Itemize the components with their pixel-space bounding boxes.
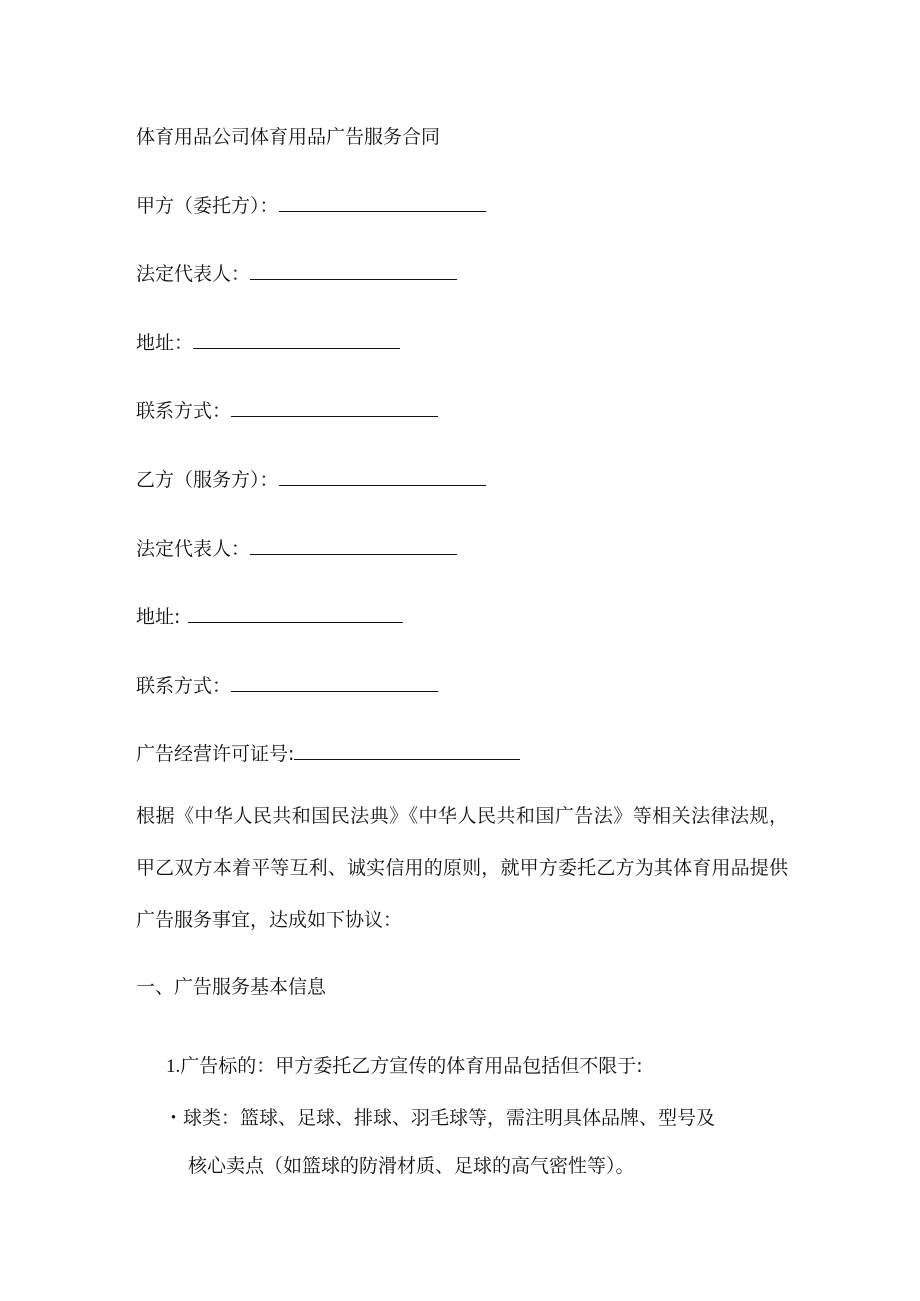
party-a-rep-blank [250,262,457,280]
party-b-name-label: 乙方（服务方）： [136,469,279,491]
party-a-contact-label: 联系方式： [136,400,232,422]
document-title: 体育用品公司体育用品广告服务合同 [136,126,441,148]
bullet-1-marker: ・ [164,1107,184,1129]
party-a-contact-field [136,398,438,424]
intro-paragraph: 根据《中华人民共和国民法典》《中华人民共和国广告法》等相关法律法规，甲乙双方本着平等互利、诚实信用的原则，就甲方委托乙方为其体育用品提供广告服务事宜，达成如下协议： [136,805,788,931]
party-b-contact-label: 联系方式： [136,675,232,697]
party-b-address-label: 地址: [136,606,181,628]
party-a-name-field [136,193,486,219]
party-a-name-label: 甲方（委托方）： [136,195,279,217]
item-1 [166,1053,643,1080]
party-b-address-blank [188,605,403,623]
party-b-name-blank [279,468,486,486]
bullet-1-text-line-1: 球类：篮球、足球、排球、羽毛球等，需注明具体品牌、型号及 [183,1107,716,1129]
party-b-contact-blank [231,674,438,692]
section-1-heading: 一、广告服务基本信息 [136,976,327,998]
party-b-rep-label: 法定代表人： [136,538,251,560]
license-field [136,741,520,767]
party-a-address-label: 地址： [136,332,194,354]
party-a-contact-blank [231,399,438,417]
party-a-address-blank [193,331,400,349]
license-label: 广告经营许可证号: [136,743,295,765]
bullet-1-line-2: 核心卖点（如篮球的防滑材质、足球的高气密性等）。 [188,1155,635,1177]
party-a-address-field [136,330,400,356]
party-b-rep-blank [250,537,457,555]
party-a-rep-field [136,261,457,287]
bullet-1-line-1 [164,1105,715,1131]
party-b-contact-field [136,673,438,699]
party-b-name-field [136,467,486,493]
party-b-address-field [136,604,403,630]
party-a-name-blank [279,194,486,212]
party-a-rep-label: 法定代表人： [136,263,251,285]
item-1-text: 广告标的：甲方委托乙方宣传的体育用品包括但不限于: [180,1055,643,1077]
license-blank [294,742,520,760]
party-b-rep-field [136,536,457,562]
item-1-number: 1. [166,1056,181,1077]
